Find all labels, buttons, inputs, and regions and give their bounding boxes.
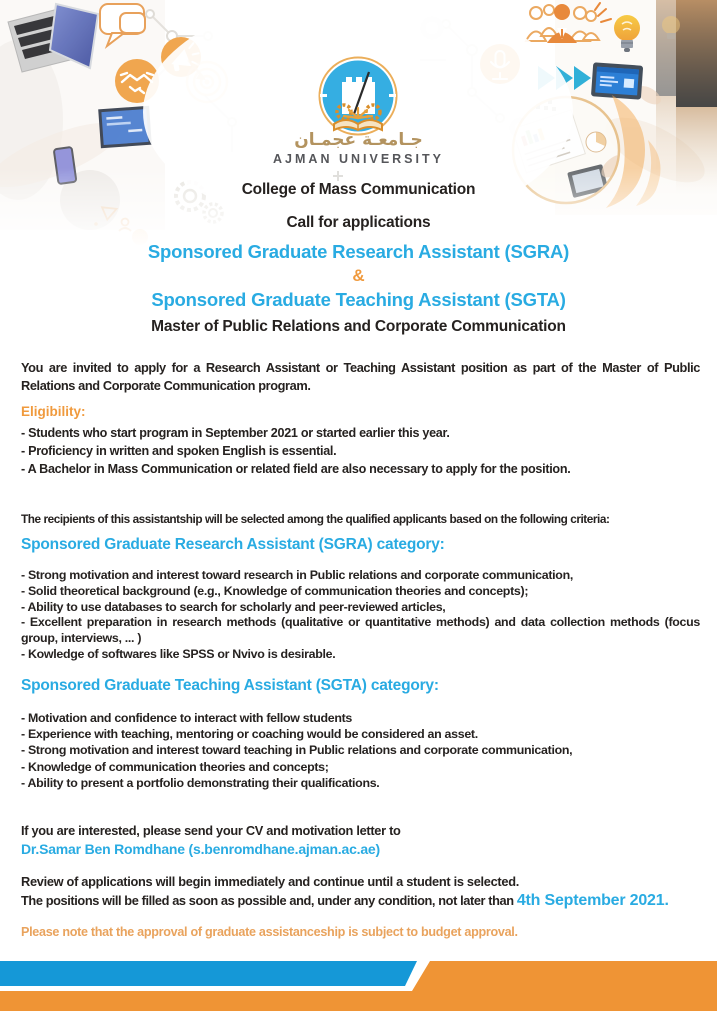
review-line: Review of applications will begin immediately and continue until a student is selected. xyxy=(21,874,519,889)
college-title: College of Mass Communication xyxy=(241,181,476,198)
sgra-category-heading: Sponsored Graduate Research Assistant (SGRA) category: xyxy=(21,536,445,553)
budget-note: Please note that the approval of graduate assistanceship is subject to budget approval. xyxy=(21,925,518,939)
list-item: - A Bachelor in Mass Communication or related field are also necessary to apply for the position. xyxy=(21,462,571,476)
list-item: - Strong motivation and interest toward research in Public relations and corporate communication, xyxy=(21,568,573,582)
list-item: - Excellent preparation in research methods (qualitative or quantitative methods) and data collection methods (focus group, interviews, ... ) xyxy=(21,615,700,646)
list-item: - Experience with teaching, mentoring or coaching would be considered an asset. xyxy=(21,727,478,742)
list-item: - Solid theoretical background (e.g., Knowledge of communication theories and concepts); xyxy=(21,583,529,598)
contact-email-link[interactable]: Dr.Samar Ben Romdhane (s.benromdhane.ajman.ac.ae) xyxy=(21,841,380,857)
sgta-criteria-list xyxy=(21,710,700,791)
list-item: - Strong motivation and interest toward teaching in Public relations and corporate communication, xyxy=(21,743,573,758)
list-item: - Knowledge of communication theories and concepts; xyxy=(21,759,329,774)
list-item: - Ability to use databases to search for scholarly and peer-reviewed articles, xyxy=(21,599,446,614)
deadline-date: 4th September 2021. xyxy=(516,892,669,909)
intro-paragraph: You are invited to apply for a Research Assistant or Teaching Assistant position as part of the Master of Public Relations and Corporate Communication program. xyxy=(21,360,700,393)
logo-arabic-text: جـامعـة عجمـان xyxy=(294,130,423,150)
list-item: - Ability to present a portfolio demonstrating their qualifications. xyxy=(21,775,380,790)
sgta-title: Sponsored Graduate Teaching Assistant (SGTA) xyxy=(151,289,566,310)
list-item: - Students who start program in September 2021 or started earlier this year. xyxy=(21,426,450,440)
sgra-criteria-list xyxy=(21,568,700,663)
criteria-intro: The recipients of this assistantship will be selected among the qualified applicants based on the following criteria: xyxy=(21,512,610,526)
sgra-title: Sponsored Graduate Research Assistant (SGRA) xyxy=(147,241,570,262)
contact-intro: If you are interested, please send your CV and motivation letter to xyxy=(21,823,401,838)
eligibility-list xyxy=(21,424,700,478)
call-for-applications-title: Call for applications xyxy=(286,214,431,231)
list-item: - Proficiency in written and spoken English is essential. xyxy=(21,444,337,458)
list-item: - Kowledge of softwares like SPSS or Nvivo is desirable. xyxy=(21,646,336,661)
ajman-university-logo xyxy=(278,56,438,136)
ampersand: & xyxy=(352,266,365,285)
program-title: Master of Public Relations and Corporate Communication xyxy=(151,318,566,335)
footer-bars xyxy=(0,961,717,1011)
list-item: - Motivation and confidence to interact with fellow students xyxy=(21,711,353,725)
logo-english-text: AJMAN UNIVERSITY xyxy=(273,152,444,166)
deadline-line xyxy=(21,892,700,910)
eligibility-heading: Eligibility: xyxy=(21,404,86,419)
deadline-prefix: The positions will be filled as soon as possible and, under any condition, not later than xyxy=(21,893,517,908)
header-fade xyxy=(0,168,717,245)
sgta-category-heading: Sponsored Graduate Teaching Assistant (SGTA) category: xyxy=(21,677,439,694)
